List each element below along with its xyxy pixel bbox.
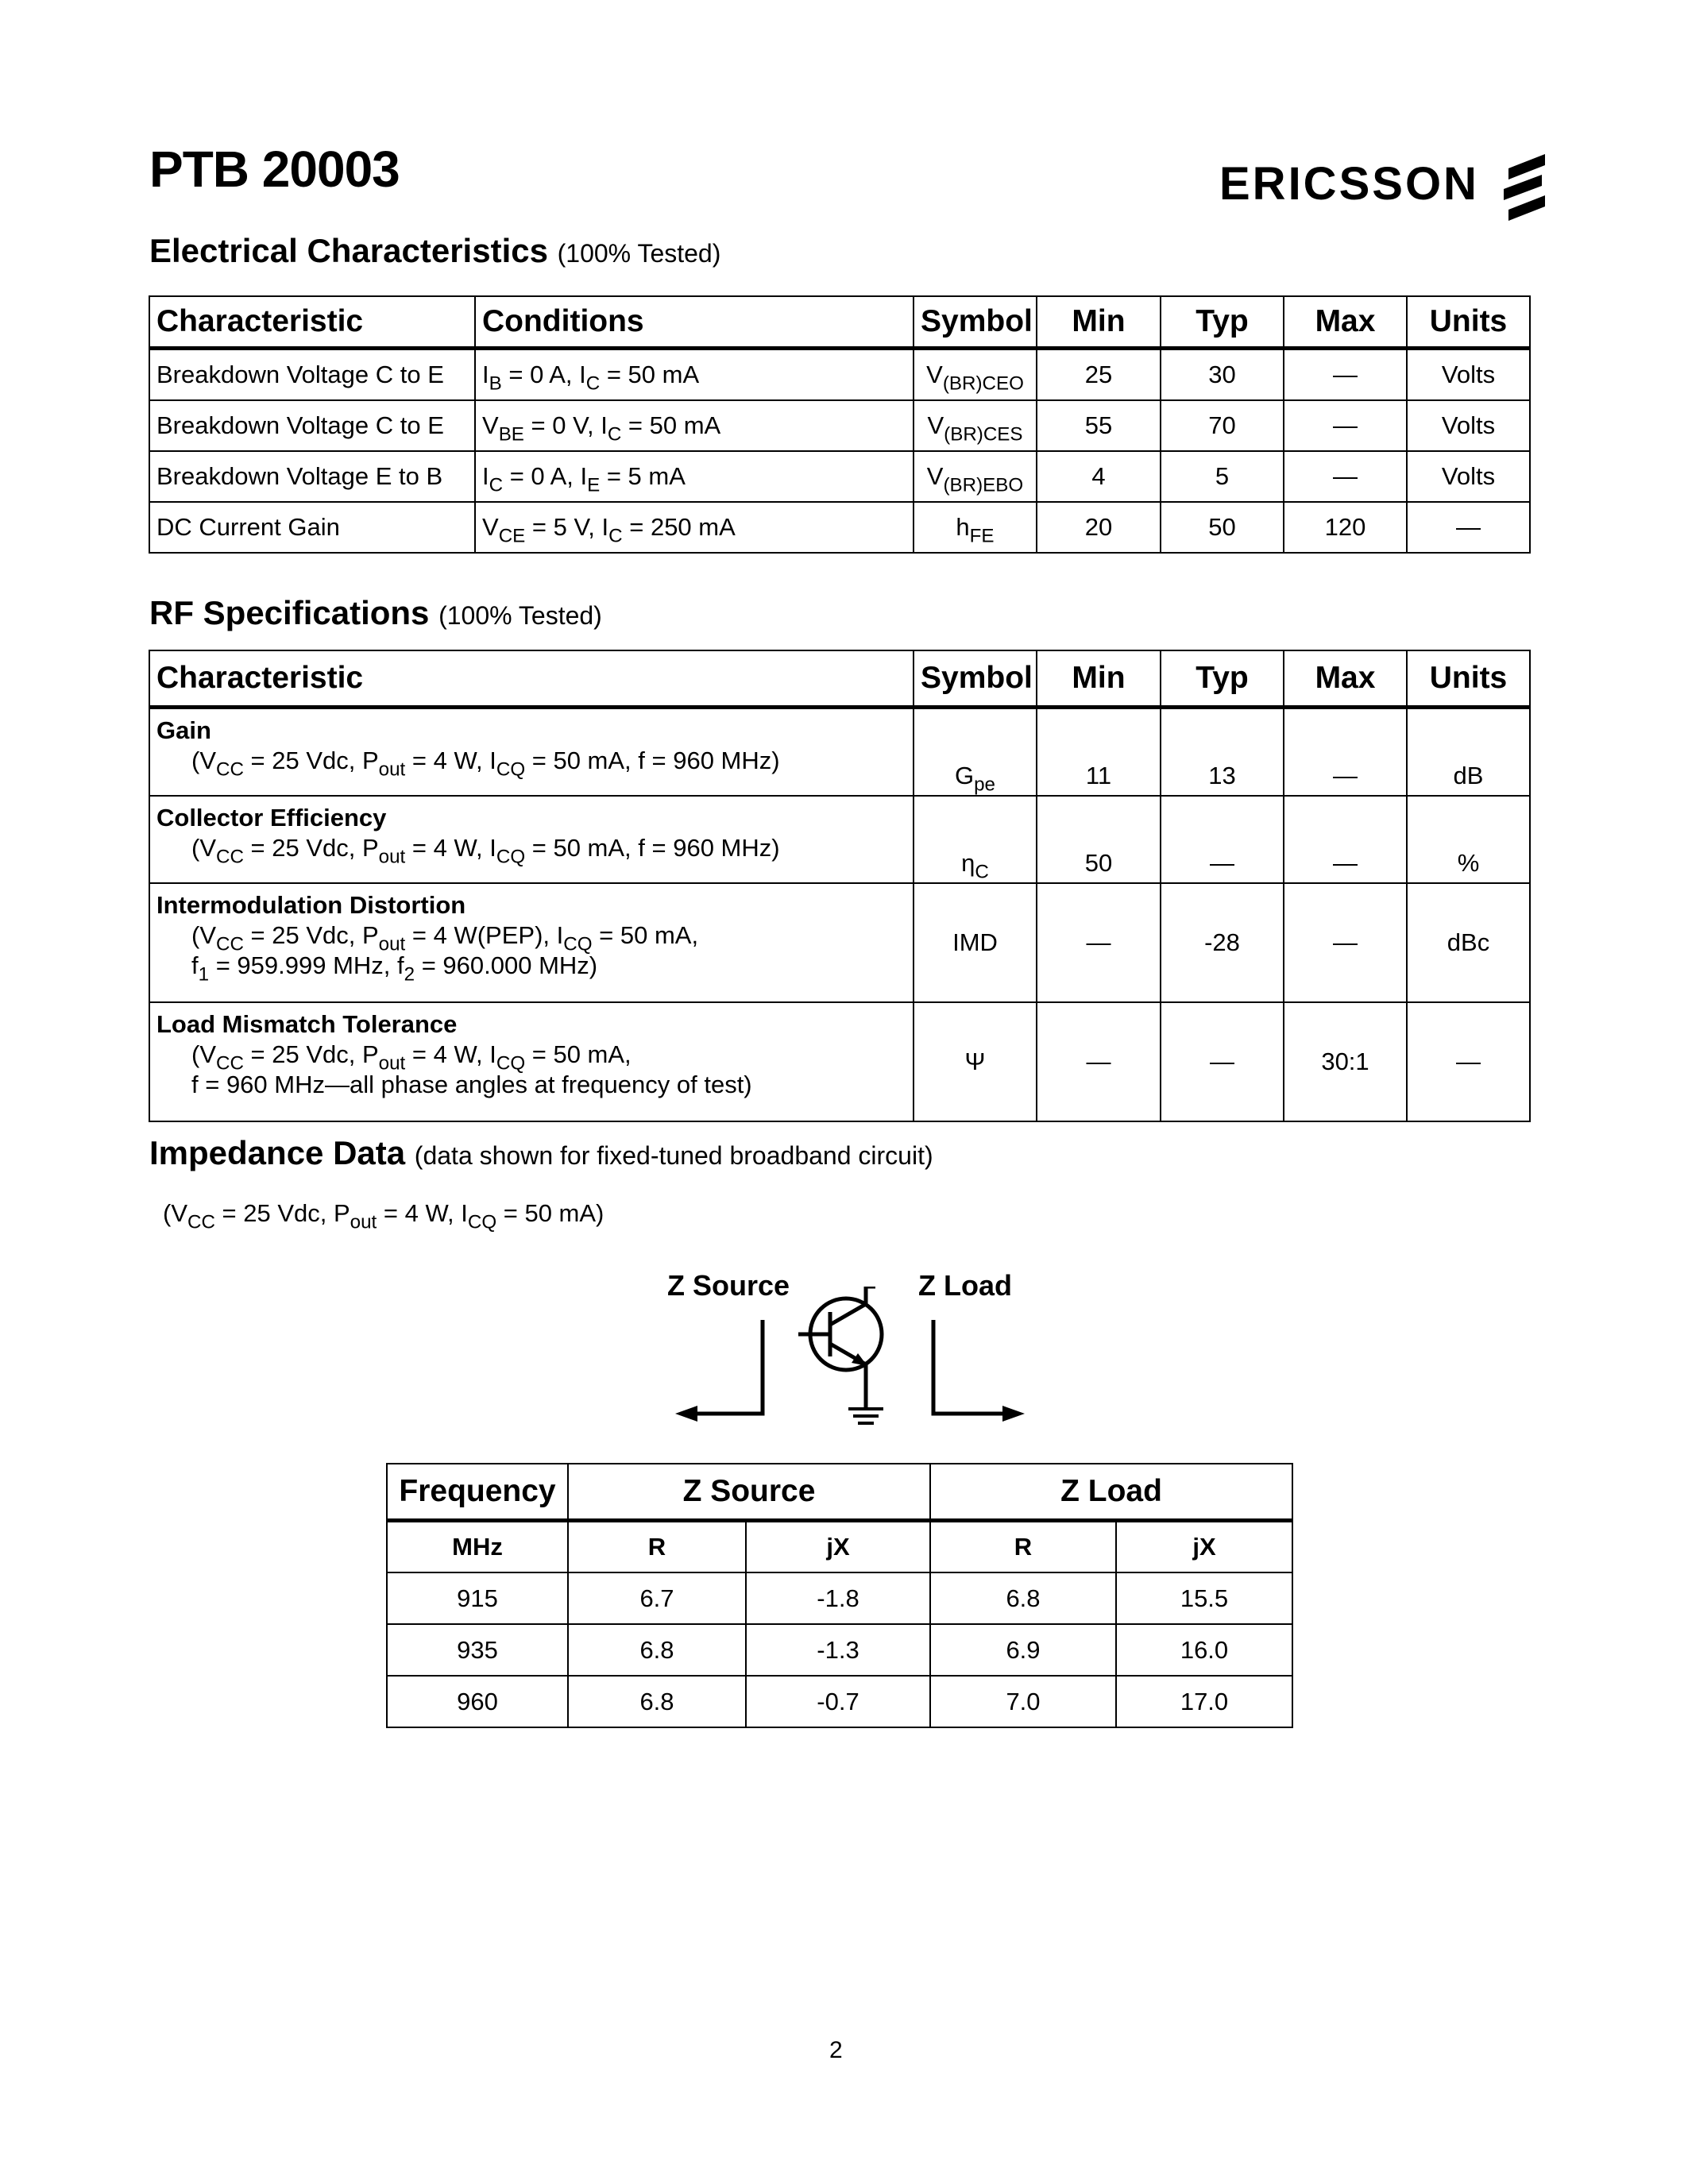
- electrical-row: [149, 451, 1530, 502]
- z-source-header: Z Source: [568, 1464, 930, 1521]
- max-cell: —: [1284, 400, 1407, 451]
- max-cell: —: [1284, 451, 1407, 502]
- rf-header-cell: Symbol: [914, 650, 1037, 708]
- rf-condition-line: $f_1 = 959.999$ MHz, $f_2 = 960.000$ MHz): [191, 951, 598, 986]
- electrical-header-cell: Typ: [1161, 296, 1284, 349]
- brand-name: ERICSSON: [1219, 158, 1479, 210]
- units-cell: Volts: [1407, 349, 1530, 401]
- rf-condition-line: f = 960 MHz—all phase angles at frequency of test): [191, 1071, 752, 1098]
- transistor-diagram: [667, 1287, 1033, 1437]
- rf-condition-line: ($V_{CC} = 25$ Vdc, $P_{out} = 4$ W, $I_{CQ} = 50$ mA, f = 960 MHz): [191, 747, 780, 781]
- rf-characteristic-name: Load Mismatch Tolerance: [156, 1010, 458, 1038]
- conditions-cell: $I_C = 0$ A, $I_E = 5$ mA: [475, 451, 914, 502]
- rf-section-title: [149, 594, 602, 632]
- electrical-row: [149, 400, 1530, 451]
- electrical-header-cell: Symbol: [914, 296, 1037, 349]
- impedance-row: [387, 1676, 1292, 1727]
- impedance-group-header-row: [387, 1464, 1292, 1521]
- min-cell: 25: [1037, 349, 1161, 401]
- source-jx-cell: -1.3: [746, 1624, 930, 1676]
- conditions-cell: $V_{BE} = 0$ V, $I_C = 50$ mA: [475, 400, 914, 451]
- typ-cell: 30: [1161, 349, 1284, 401]
- source-r-header: R: [568, 1521, 746, 1573]
- min-cell: 11: [1037, 708, 1161, 797]
- symbol-cell: $\eta_C$: [914, 796, 1037, 883]
- rf-header-cell: Min: [1037, 650, 1161, 708]
- rf-title-text: RF Specifications: [149, 594, 430, 631]
- min-cell: —: [1037, 883, 1161, 1002]
- max-cell: —: [1284, 796, 1407, 883]
- z-load-header: Z Load: [930, 1464, 1292, 1521]
- min-cell: 50: [1037, 796, 1161, 883]
- impedance-title-text: Impedance Data: [149, 1134, 406, 1171]
- conditions-cell: $I_B = 0$ A, $I_C = 50$ mA: [475, 349, 914, 401]
- characteristic-cell: Breakdown Voltage E to B: [149, 451, 475, 502]
- rf-characteristic-name: Intermodulation Distortion: [156, 891, 466, 919]
- units-cell: Volts: [1407, 451, 1530, 502]
- load-arrow-icon: [1002, 1406, 1025, 1422]
- rf-row: [149, 883, 1530, 1002]
- conditions-cell: $V_{CE} = 5$ V, $I_C = 250$ mA: [475, 502, 914, 553]
- units-cell: —: [1407, 1002, 1530, 1121]
- rf-title-note: (100% Tested): [438, 601, 602, 630]
- electrical-header-cell: Units: [1407, 296, 1530, 349]
- load-r-cell: 6.8: [930, 1572, 1116, 1624]
- characteristic-cell: DC Current Gain: [149, 502, 475, 553]
- source-r-cell: 6.7: [568, 1572, 746, 1624]
- rf-characteristic-cell: [149, 883, 914, 1002]
- symbol-cell: $V_{(BR)EBO}$: [914, 451, 1037, 502]
- max-cell: —: [1284, 708, 1407, 797]
- max-cell: —: [1284, 883, 1407, 1002]
- rf-characteristic-cell: [149, 796, 914, 883]
- units-cell: —: [1407, 502, 1530, 553]
- rf-header-cell: Units: [1407, 650, 1530, 708]
- rf-header-cell: Characteristic: [149, 650, 914, 708]
- units-cell: dBc: [1407, 883, 1530, 1002]
- rf-header-row: [149, 650, 1530, 708]
- electrical-characteristics-table: [149, 295, 1531, 554]
- electrical-row: [149, 349, 1530, 401]
- rf-specifications-table: [149, 650, 1531, 1122]
- min-cell: 55: [1037, 400, 1161, 451]
- max-cell: 30:1: [1284, 1002, 1407, 1121]
- load-r-header: R: [930, 1521, 1116, 1573]
- symbol-cell: $V_{(BR)CEO}$: [914, 349, 1037, 401]
- units-cell: %: [1407, 796, 1530, 883]
- frequency-cell: 935: [387, 1624, 568, 1676]
- ericsson-logo: [1219, 151, 1553, 222]
- ericsson-mark-icon: [1497, 151, 1553, 222]
- rf-characteristic-name: Gain: [156, 716, 211, 744]
- rf-characteristic-cell: [149, 1002, 914, 1121]
- electrical-header-cell: Conditions: [475, 296, 914, 349]
- typ-cell: —: [1161, 1002, 1284, 1121]
- impedance-row: [387, 1624, 1292, 1676]
- source-r-cell: 6.8: [568, 1676, 746, 1727]
- impedance-title-note: (data shown for fixed-tuned broadband circuit): [414, 1141, 933, 1170]
- page-number: 2: [829, 2037, 843, 2063]
- impedance-section-title: [149, 1134, 933, 1172]
- min-cell: —: [1037, 1002, 1161, 1121]
- min-cell: 20: [1037, 502, 1161, 553]
- electrical-row: [149, 502, 1530, 553]
- z-source-label: Z Source: [667, 1269, 790, 1302]
- max-cell: 120: [1284, 502, 1407, 553]
- rf-condition-line: ($V_{CC} = 25$ Vdc, $P_{out} = 4$ W, $I_{CQ} = 50$ mA,: [191, 1040, 632, 1075]
- typ-cell: 70: [1161, 400, 1284, 451]
- symbol-cell: $V_{(BR)CES}$: [914, 400, 1037, 451]
- load-jx-cell: 17.0: [1116, 1676, 1292, 1727]
- electrical-header-cell: Max: [1284, 296, 1407, 349]
- load-r-cell: 6.9: [930, 1624, 1116, 1676]
- load-jx-cell: 15.5: [1116, 1572, 1292, 1624]
- typ-cell: 50: [1161, 502, 1284, 553]
- rf-row: [149, 1002, 1530, 1121]
- typ-cell: 13: [1161, 708, 1284, 797]
- rf-header-cell: Typ: [1161, 650, 1284, 708]
- rf-condition-line: ($V_{CC} = 25$ Vdc, $P_{out} = 4$ W, $I_{CQ} = 50$ mA, f = 960 MHz): [191, 834, 780, 868]
- electrical-header-cell: Characteristic: [149, 296, 475, 349]
- electrical-header-row: [149, 296, 1530, 349]
- rf-condition-line: ($V_{CC} = 25$ Vdc, $P_{out} = 4$ W(PEP), $I_{CQ} = 50$ mA,: [191, 921, 699, 955]
- rf-row: [149, 796, 1530, 883]
- max-cell: —: [1284, 349, 1407, 401]
- impedance-conditions: ($V_{CC} = 25$ Vdc, $P_{out} = 4$ W, $I_{CQ} = 50$ mA): [163, 1199, 605, 1233]
- source-jx-cell: -1.8: [746, 1572, 930, 1624]
- symbol-cell: Ψ: [914, 1002, 1037, 1121]
- load-jx-header: jX: [1116, 1521, 1292, 1573]
- units-cell: dB: [1407, 708, 1530, 797]
- rf-header-cell: Max: [1284, 650, 1407, 708]
- load-r-cell: 7.0: [930, 1676, 1116, 1727]
- rf-characteristic-cell: [149, 708, 914, 797]
- units-cell: Volts: [1407, 400, 1530, 451]
- frequency-cell: 960: [387, 1676, 568, 1727]
- symbol-cell: IMD: [914, 883, 1037, 1002]
- symbol-cell: $G_{pe}$: [914, 708, 1037, 797]
- electrical-header-cell: Min: [1037, 296, 1161, 349]
- impedance-table: [386, 1463, 1293, 1728]
- source-jx-header: jX: [746, 1521, 930, 1573]
- frequency-cell: 915: [387, 1572, 568, 1624]
- typ-cell: —: [1161, 796, 1284, 883]
- impedance-subheader-row: [387, 1521, 1292, 1573]
- rf-row: [149, 708, 1530, 797]
- z-load-label: Z Load: [918, 1269, 1012, 1302]
- typ-cell: -28: [1161, 883, 1284, 1002]
- rf-characteristic-name: Collector Efficiency: [156, 804, 387, 832]
- load-jx-cell: 16.0: [1116, 1624, 1292, 1676]
- characteristic-cell: Breakdown Voltage C to E: [149, 400, 475, 451]
- electrical-section-title: [149, 232, 720, 270]
- electrical-title-text: Electrical Characteristics: [149, 232, 548, 269]
- source-jx-cell: -0.7: [746, 1676, 930, 1727]
- mhz-header: MHz: [387, 1521, 568, 1573]
- part-number-title: PTB 20003: [149, 141, 400, 198]
- characteristic-cell: Breakdown Voltage C to E: [149, 349, 475, 401]
- symbol-cell: $h_{FE}$: [914, 502, 1037, 553]
- source-r-cell: 6.8: [568, 1624, 746, 1676]
- impedance-row: [387, 1572, 1292, 1624]
- frequency-header: Frequency: [387, 1464, 568, 1521]
- min-cell: 4: [1037, 451, 1161, 502]
- ground-icon: [848, 1409, 883, 1423]
- source-arrow-icon: [675, 1406, 697, 1422]
- typ-cell: 5: [1161, 451, 1284, 502]
- electrical-title-note: (100% Tested): [557, 239, 721, 268]
